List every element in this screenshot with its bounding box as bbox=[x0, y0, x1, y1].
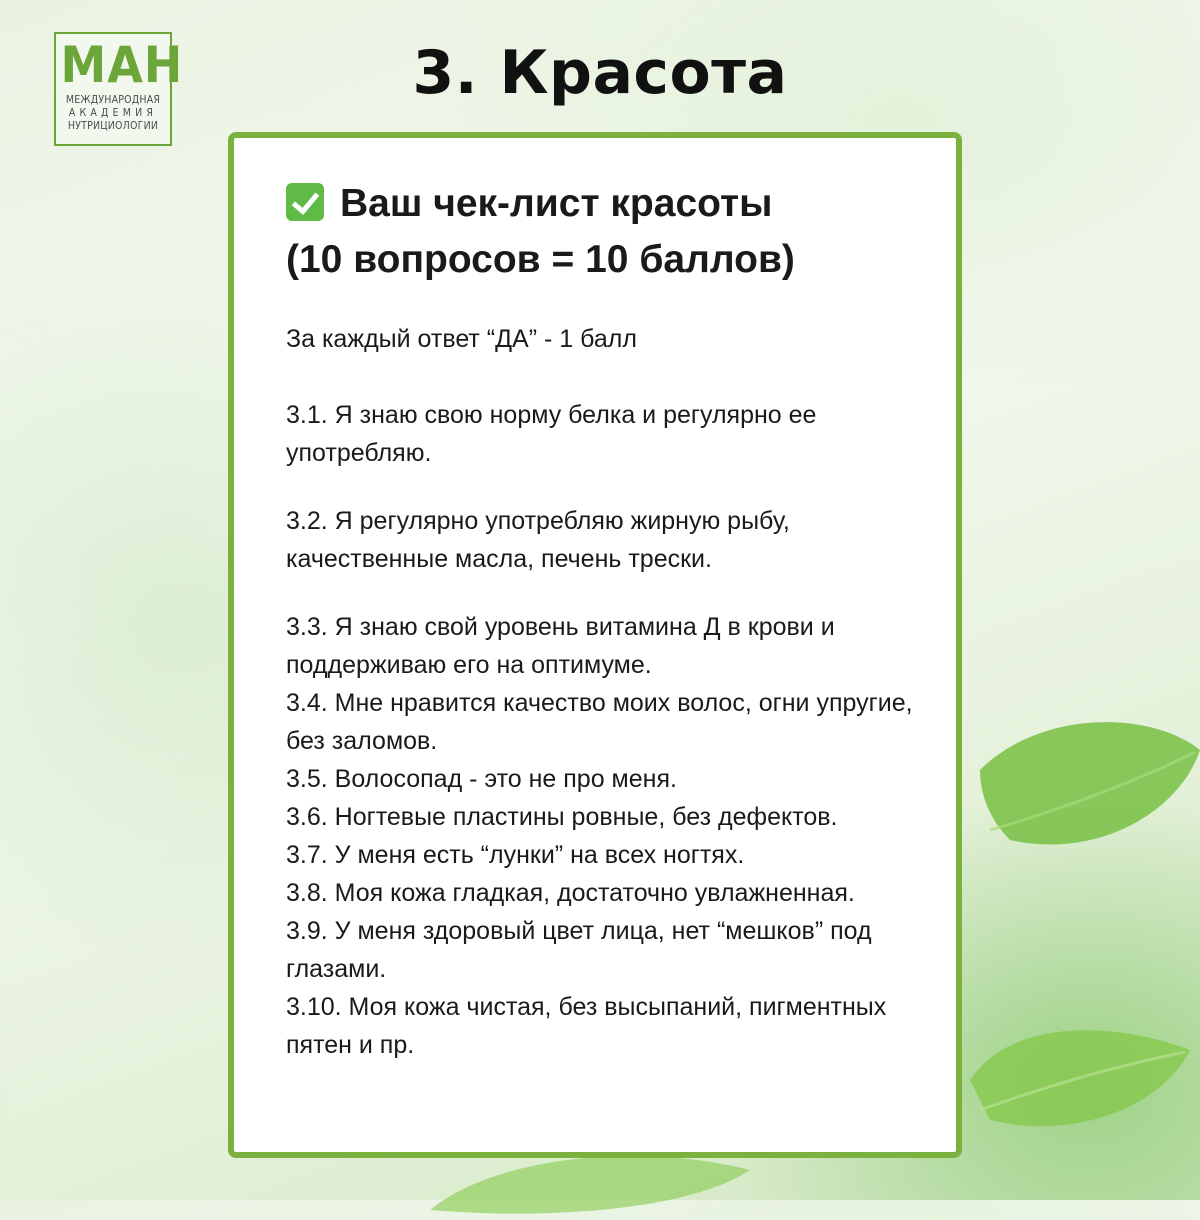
check-mark-icon bbox=[286, 183, 324, 221]
list-item: 3.1. Я знаю свою норму белка и регулярно ее употребляю. bbox=[286, 401, 817, 467]
checklist-heading bbox=[286, 176, 926, 288]
list-item: 3.6. Ногтевые пластины ровные, без дефектов. bbox=[286, 803, 838, 831]
list-item: 3.2. Я регулярно употребляю жирную рыбу, качественные масла, печень трески. bbox=[286, 507, 790, 573]
scoring-note: За каждый ответ “ДА” - 1 балл bbox=[286, 325, 637, 353]
list-item: 3.3. Я знаю свой уровень витамина Д в крови и поддерживаю его на оптимуме. bbox=[286, 613, 835, 679]
list-item: 3.8. Моя кожа гладкая, достаточно увлажненная. bbox=[286, 879, 855, 907]
leaf-decoration-right bbox=[950, 690, 1200, 1150]
logo-line-2: АКАДЕМИЯ bbox=[68, 107, 158, 119]
logo-line-1: МЕЖДУНАРОДНАЯ bbox=[65, 94, 161, 106]
page-title: 3. Красота bbox=[412, 38, 788, 108]
list-item: 3.4. Мне нравится качество моих волос, огни упругие, без заломов. bbox=[286, 689, 913, 755]
heading-line-1: Ваш чек-лист красоты bbox=[340, 182, 773, 225]
list-item: 3.5. Волосопад - это не про меня. bbox=[286, 765, 677, 793]
heading-line-2: (10 вопросов = 10 баллов) bbox=[286, 238, 795, 281]
checklist-items bbox=[286, 396, 926, 1064]
checklist-card bbox=[228, 132, 962, 1158]
list-item: 3.9. У меня здоровый цвет лица, нет “мешков” под глазами. bbox=[286, 917, 872, 983]
list-item: 3.7. У меня есть “лунки” на всех ногтях. bbox=[286, 841, 745, 869]
logo-line-3: НУТРИЦИОЛОГИИ bbox=[67, 120, 159, 132]
logo-mark: МАН bbox=[60, 36, 184, 94]
list-item: 3.10. Моя кожа чистая, без высыпаний, пигментных пятен и пр. bbox=[286, 993, 887, 1059]
